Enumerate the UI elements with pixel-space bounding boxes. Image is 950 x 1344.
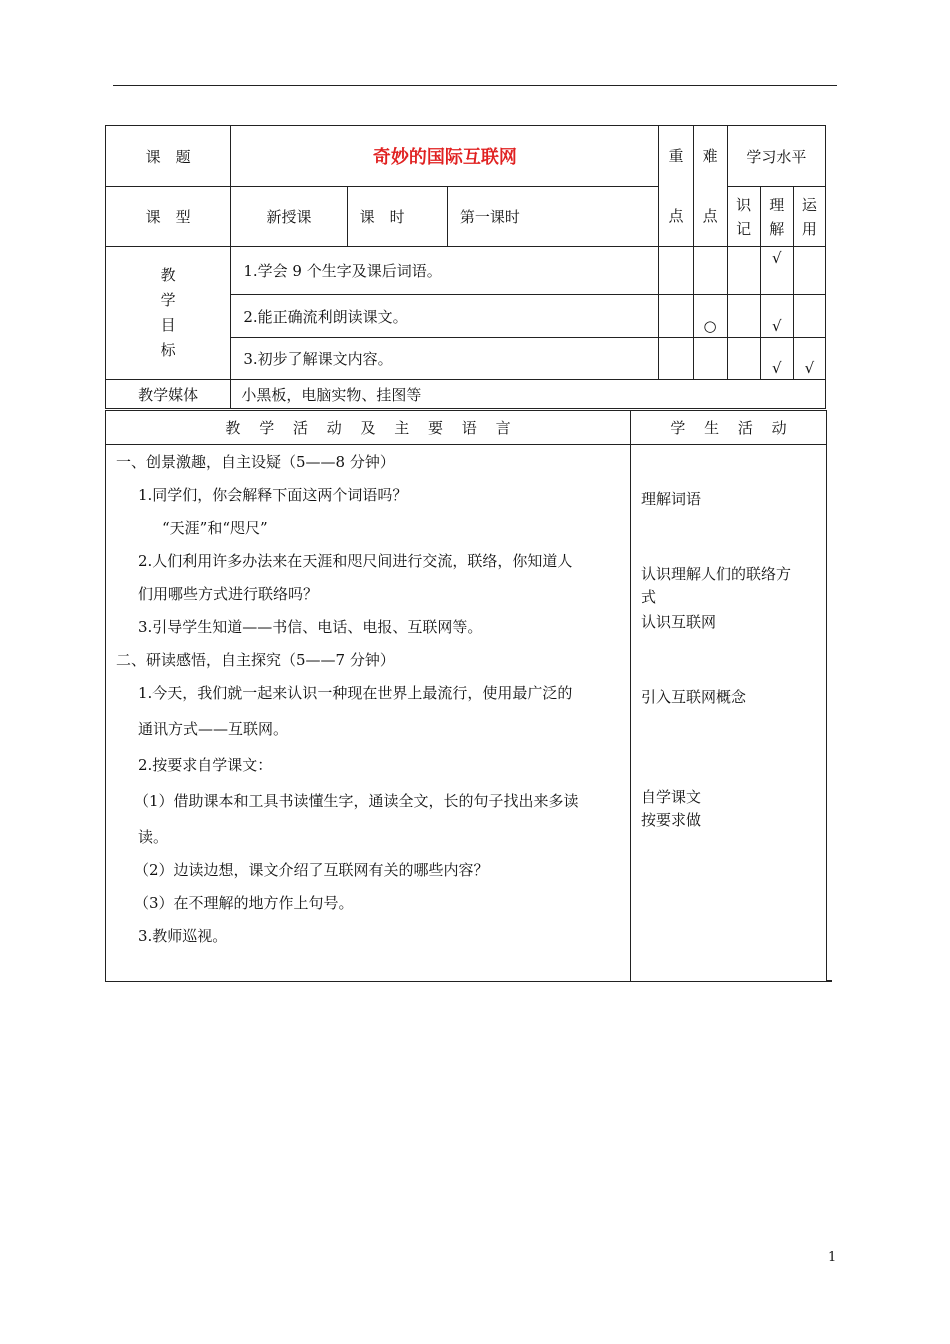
goal-2-remember <box>727 295 760 338</box>
goal-1-apply <box>793 247 825 295</box>
goal-2-key <box>659 295 693 338</box>
level-apply: 运用 <box>793 187 825 247</box>
header-rule <box>113 85 837 86</box>
media-label: 教学媒体 <box>106 380 231 409</box>
student-item: 认识理解人们的联络方 <box>641 565 792 583</box>
learning-level-header: 学习水平 <box>727 126 825 187</box>
goals-label-cell <box>106 247 231 380</box>
teacher-line: （2）边读边想，课文介绍了互联网有关的哪些内容？ <box>134 861 489 879</box>
student-item: 自学课文 <box>641 788 702 806</box>
section-2-heading: 二、研读感悟，自主探究（5——7 分钟） <box>116 651 395 669</box>
goal-3: 3.初步了解课文内容。 <box>231 338 659 380</box>
teacher-line: 1.今天，我们就一起来认识一种现在世界上最流行，使用最广泛的 <box>138 684 573 702</box>
teacher-activity-content <box>106 445 631 982</box>
teacher-line: 读。 <box>138 828 169 846</box>
level-remember: 识记 <box>727 187 760 247</box>
page-number: 1 <box>828 1250 837 1265</box>
teacher-line: 3.引导学生知道——书信、电话、电报、互联网等。 <box>138 618 483 636</box>
key-point-header <box>659 126 693 247</box>
goals-label: 教学目标 <box>160 266 176 359</box>
student-item: 式 <box>641 588 657 606</box>
student-activity-content <box>631 445 827 982</box>
teacher-line: （3）在不理解的地方作上句号。 <box>134 894 354 912</box>
section-1-heading: 一、创景激趣，自主设疑（5——8 分钟） <box>116 453 395 471</box>
difficulty-header <box>693 126 727 247</box>
goal-2: 2.能正确流利朗读课文。 <box>231 295 659 338</box>
goal-3-key <box>659 338 693 380</box>
media-value: 小黑板，电脑实物、挂图等 <box>231 380 826 409</box>
difficulty-label: 难点 <box>702 147 718 225</box>
teacher-line: （1）借助课本和工具书读懂生字，通读全文，长的句子找出来多读 <box>134 792 579 810</box>
goal-2-understand-check: √ <box>760 295 793 338</box>
lesson-info-table <box>105 125 826 409</box>
type-label: 课 型 <box>106 187 231 247</box>
goal-3-remember <box>727 338 760 380</box>
goal-3-difficulty <box>693 338 727 380</box>
goal-1-difficulty <box>693 247 727 295</box>
hours-label: 课 时 <box>347 187 447 247</box>
student-item: 理解词语 <box>641 490 702 508</box>
teacher-line: 3.教师巡视。 <box>138 927 228 945</box>
student-activity-header: 学 生 活 动 <box>631 411 827 445</box>
teacher-line: 1.同学们，你会解释下面这两个词语吗？ <box>138 486 408 504</box>
student-item: 引入互联网概念 <box>641 688 747 706</box>
table-corner-mark <box>826 980 832 982</box>
teacher-line: 们用哪些方式进行联络吗？ <box>138 585 319 603</box>
goal-1: 1.学会 9 个生字及课后词语。 <box>231 247 659 295</box>
goal-1-remember <box>727 247 760 295</box>
goal-3-apply-check: √ <box>793 338 825 380</box>
teacher-line: 通讯方式——互联网。 <box>138 720 289 738</box>
activity-table <box>105 410 827 982</box>
teacher-line: 2.按要求自学课文： <box>138 756 273 774</box>
student-item: 按要求做 <box>641 811 702 829</box>
goal-3-understand-check: √ <box>760 338 793 380</box>
teacher-line: 2.人们利用许多办法来在天涯和咫尺间进行交流，联络，你知道人 <box>138 552 573 570</box>
goal-2-difficulty-mark: ○ <box>693 295 727 338</box>
key-point-label: 重点 <box>668 147 684 225</box>
type-value: 新授课 <box>231 187 347 247</box>
goal-1-understand-check: √ <box>760 247 793 295</box>
goal-1-key <box>659 247 693 295</box>
hours-value: 第一课时 <box>447 187 659 247</box>
teacher-activity-header: 教 学 活 动 及 主 要 语 言 <box>106 411 631 445</box>
goal-2-apply <box>793 295 825 338</box>
topic-label: 课 题 <box>106 126 231 187</box>
student-item: 认识互联网 <box>641 613 717 631</box>
teacher-line: “天涯”和“咫尺” <box>162 519 268 537</box>
lesson-title: 奇妙的国际互联网 <box>231 126 659 187</box>
level-understand: 理解 <box>760 187 793 247</box>
